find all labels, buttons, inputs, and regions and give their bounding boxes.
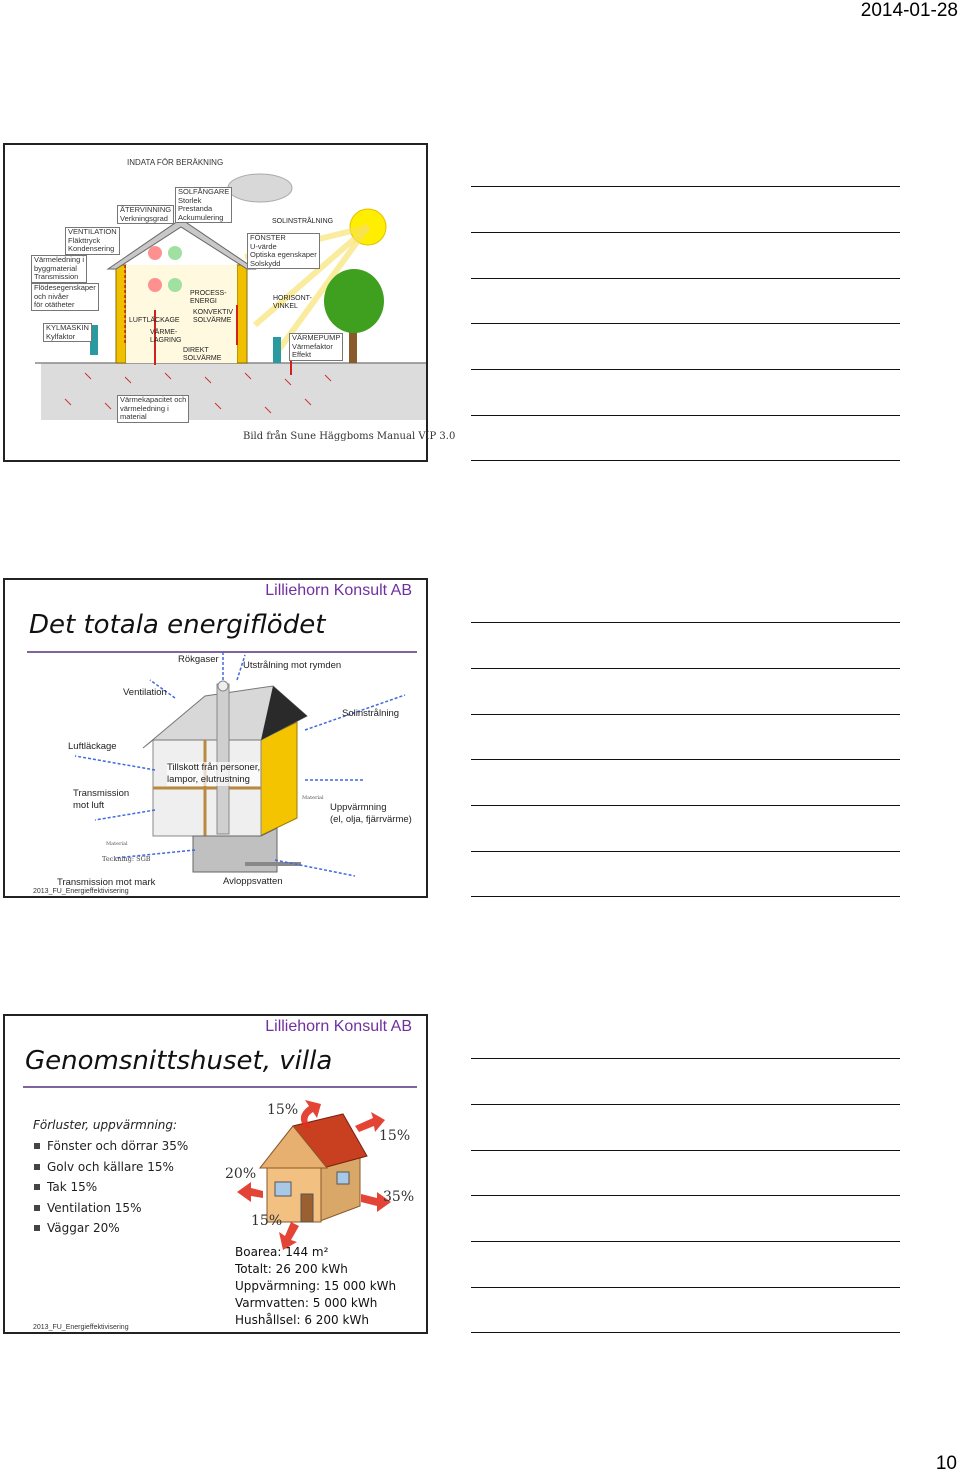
image-credit: Bild från Sune Häggboms Manual VIP 3.0	[243, 431, 456, 442]
label-utstralning: Utstrålning mot rymden	[243, 660, 342, 671]
house-side-wall	[260, 722, 297, 836]
label-konvektiv-solvarme: KONVEKTIV SOLVÄRME	[193, 309, 234, 324]
note-line	[471, 1332, 900, 1333]
note-line	[471, 415, 900, 416]
fan-icon-1	[148, 246, 162, 260]
label-solfangare: SOLFÅNGARE Storlek Prestanda Ackumulering	[175, 187, 232, 223]
label-material-right: Material	[302, 795, 324, 801]
house-roof	[108, 219, 255, 269]
fan-icon-2	[168, 246, 182, 260]
label-varmelagring: VÄRME- LAGRING	[150, 329, 182, 344]
pct-left: 20%	[225, 1166, 257, 1182]
company-name: Lilliehorn Konsult AB	[265, 582, 412, 599]
stat-uppvarmning: Uppvärmning: 15 000 kWh	[235, 1279, 397, 1293]
note-line	[471, 1104, 900, 1105]
label-transmission-mark: Transmission mot mark	[57, 877, 156, 888]
list-item: Golv och källare 15%	[33, 1157, 188, 1178]
slide-title: Genomsnittshuset, villa	[25, 1046, 333, 1076]
company-name: Lilliehorn Konsult AB	[265, 1018, 412, 1035]
slide-det-totala-energiflodet	[3, 578, 428, 898]
cloud-icon	[228, 174, 292, 202]
loss-arrow-left	[237, 1182, 263, 1202]
pct-right-top: 15%	[379, 1128, 411, 1144]
ground	[41, 363, 426, 420]
losses-heading: Förluster, uppvärmning:	[33, 1118, 178, 1132]
label-transmission-luft: Transmission mot luft	[73, 788, 130, 811]
label-direkt-solvarme: DIREKT SOLVÄRME	[183, 347, 222, 362]
fan-icon-3	[148, 278, 162, 292]
list-item: Tak 15%	[33, 1177, 188, 1198]
label-varmekapacitet: Värmekapacitet och värmeledning i material	[117, 395, 189, 423]
stat-boarea: Boarea: 144 m²	[235, 1245, 329, 1259]
stat-totalt: Totalt: 26 200 kWh	[235, 1262, 348, 1276]
label-material-left: Material	[106, 841, 128, 847]
pct-bottom: 15%	[251, 1213, 283, 1229]
label-horisontvinkel: HORISONT- VINKEL	[273, 295, 312, 310]
note-line	[471, 896, 900, 897]
house-wall-right	[237, 265, 247, 363]
slide-footer: 2013_FU_Energieffektivisering	[33, 888, 129, 895]
note-line	[471, 232, 900, 233]
pump-right-icon	[273, 337, 281, 363]
tree-icon	[324, 269, 384, 333]
label-varmeledning: Värmeledning i byggmaterial Transmission	[31, 255, 87, 283]
house-energy-flow-illustration	[5, 580, 426, 896]
note-line	[471, 851, 900, 852]
note-line	[471, 668, 900, 669]
chimney	[217, 684, 229, 834]
label-avloppsvatten: Avloppsvatten	[223, 876, 283, 887]
list-item: Ventilation 15%	[33, 1198, 188, 1219]
house-window	[275, 1182, 291, 1196]
label-ventilation: Ventilation	[123, 687, 167, 698]
document-date: 2014-01-28	[860, 0, 958, 21]
label-atervinning: ÅTERVINNING Verkningsgrad	[117, 205, 174, 224]
note-line	[471, 1058, 900, 1059]
list-item: Väggar 20%	[33, 1218, 188, 1239]
fan-icon-4	[168, 278, 182, 292]
label-flodesegenskaper: Flödesegenskaper och nivåer för otätheter	[31, 283, 99, 311]
note-line	[471, 1287, 900, 1288]
diagram-title: INDATA FÖR BERÄKNING	[127, 158, 224, 167]
slide-footer: 2013_FU_Energieffektivisering	[33, 1324, 129, 1331]
note-line	[471, 714, 900, 715]
label-luftlackage: LUFTLÄCKAGE	[129, 317, 180, 324]
label-ventilation: VENTILATION Fläkttryck Kondensering	[65, 227, 120, 255]
stat-varmvatten: Varmvatten: 5 000 kWh	[235, 1296, 378, 1310]
label-solinstralning: SOLINSTRÅLNING	[272, 218, 334, 225]
house-wall-left	[116, 265, 126, 363]
slide-title: Det totala energiflödet	[29, 610, 326, 640]
note-line	[471, 323, 900, 324]
note-line	[471, 805, 900, 806]
label-rokgaser: Rökgaser	[178, 654, 219, 665]
slide-indata-for-berakning	[3, 143, 456, 462]
label-fonster: FÖNSTER U-värde Optiska egenskaper Solskydd	[247, 233, 320, 269]
pct-right: 35%	[383, 1189, 415, 1205]
note-line	[471, 1150, 900, 1151]
label-solinstralning: Solinstrålning	[342, 708, 400, 719]
note-line	[471, 278, 900, 279]
label-tillskott: Tillskott från personer, lampor, elutrustning	[167, 762, 261, 785]
list-item: Fönster och dörrar 35%	[33, 1136, 188, 1157]
label-uppvarmning: Uppvärmning (el, olja, fjärrvärme)	[330, 802, 412, 825]
note-line	[471, 759, 900, 760]
page-number: 10	[935, 1453, 957, 1474]
label-varmepump: VÄRMEPUMP Värmefaktor Effekt	[289, 333, 343, 361]
note-line	[471, 369, 900, 370]
note-line	[471, 1195, 900, 1196]
pct-top: 15%	[267, 1102, 299, 1118]
stat-hushallsel: Hushållsel: 6 200 kWh	[235, 1313, 369, 1327]
note-line	[471, 622, 900, 623]
house-stats	[235, 1244, 396, 1329]
slide-genomsnittshuset-villa	[3, 1014, 428, 1334]
label-processenergi: PROCESS- ENERGI	[190, 290, 227, 305]
note-line	[471, 186, 900, 187]
label-kylmaskin: KYLMASKIN Kylfaktor	[43, 323, 92, 342]
label-luftlackage: Luftläckage	[68, 741, 117, 752]
house-door	[301, 1194, 313, 1222]
label-teckning: Teckning: SGB	[102, 855, 151, 863]
note-line	[471, 460, 900, 461]
note-line	[471, 1241, 900, 1242]
